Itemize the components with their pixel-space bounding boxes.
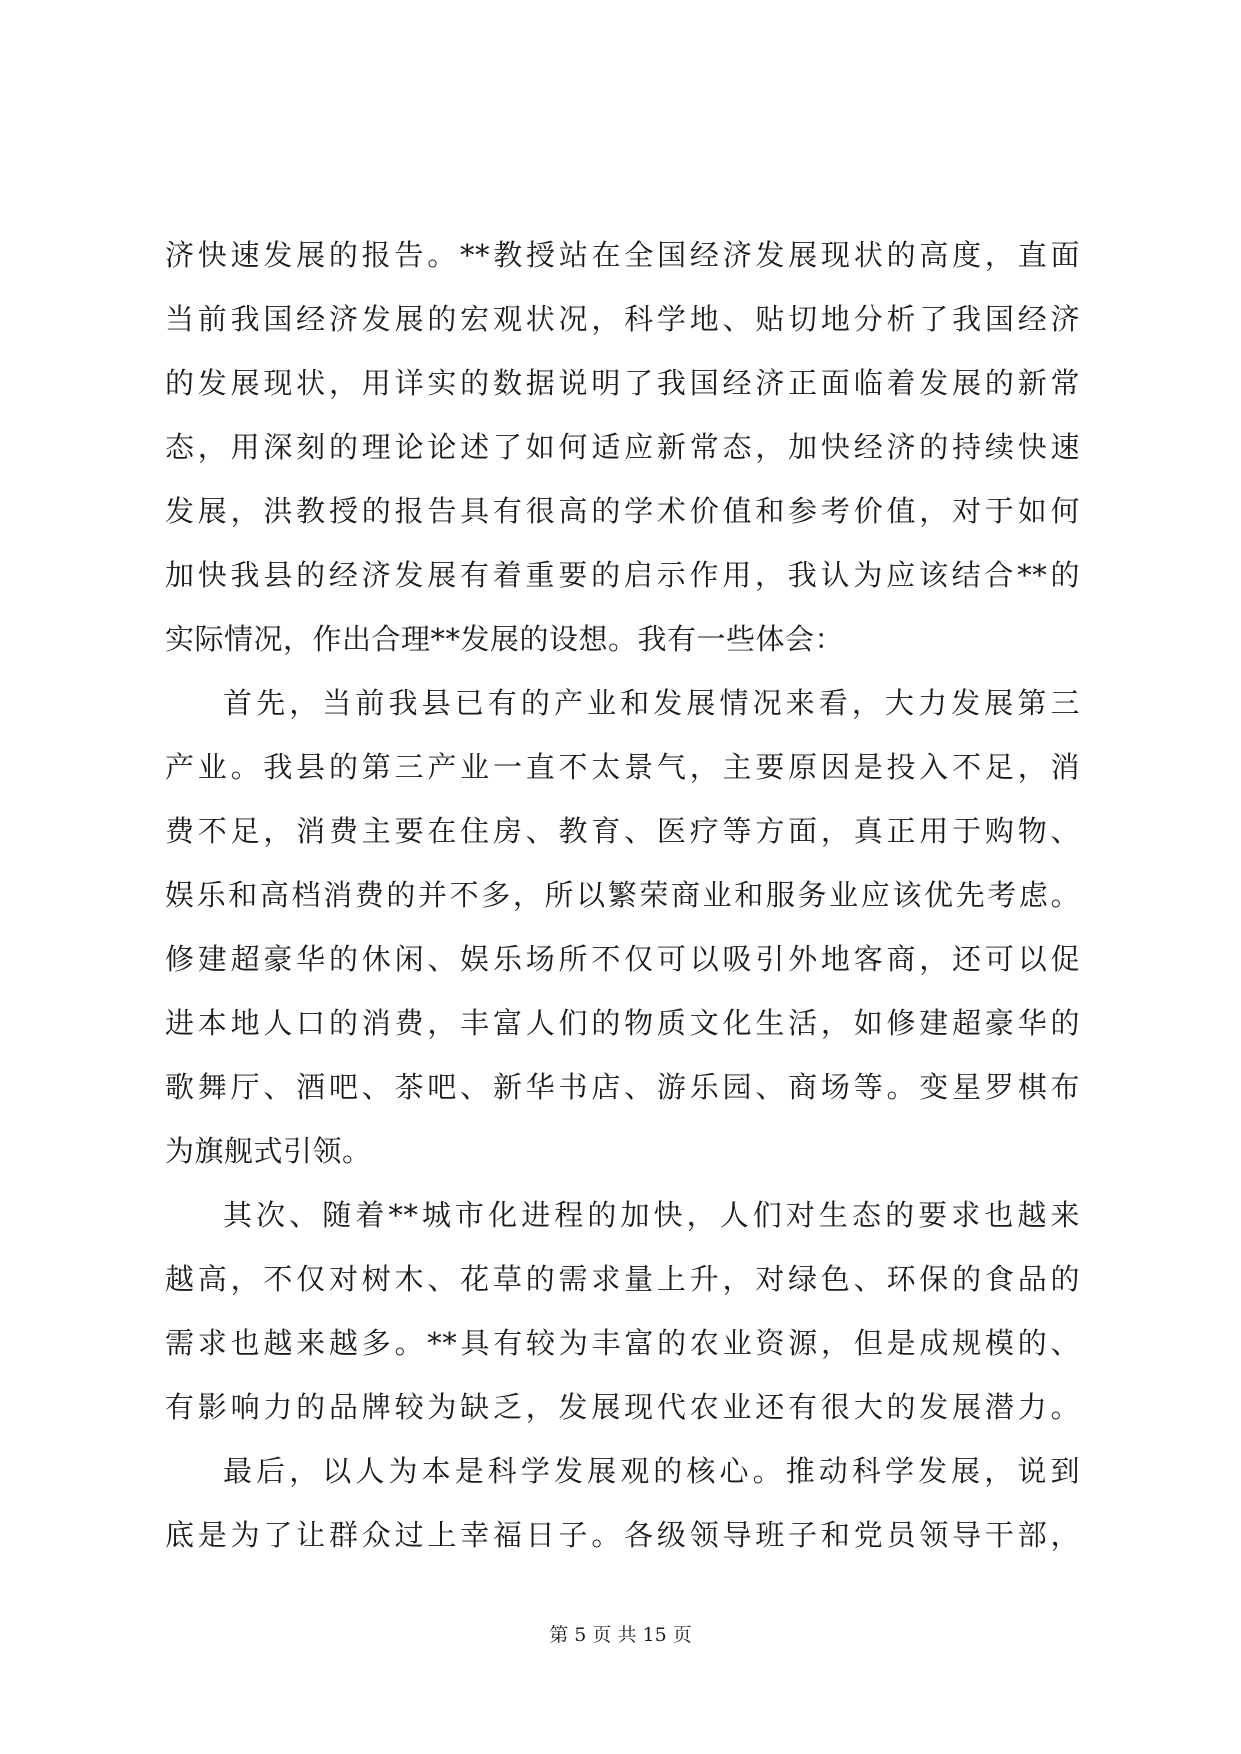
text-line: 其次、随着**城市化进程的加快，人们对生态的要求也越来 xyxy=(223,1198,1080,1232)
text-line: 修建超豪华的休闲、娱乐场所不仅可以吸引外地客商，还可以促 xyxy=(165,942,1080,976)
text-line: 态，用深刻的理论论述了如何适应新常态，加快经济的持续快速 xyxy=(165,430,1080,464)
text-line: 的发展现状，用详实的数据说明了我国经济正面临着发展的新常 xyxy=(165,366,1080,400)
text-line: 济快速发展的报告。**教授站在全国经济发展现状的高度，直面 xyxy=(165,238,1080,272)
text-line: 加快我县的经济发展有着重要的启示作用，我认为应该结合**的 xyxy=(165,558,1080,592)
text-line: 需求也越来越多。**具有较为丰富的农业资源，但是成规模的、 xyxy=(165,1326,1080,1360)
page-number-footer: 第 5 页 共 15 页 xyxy=(549,1624,692,1646)
text-line: 实际情况，作出合理**发展的设想。我有一些体会： xyxy=(165,622,845,656)
text-line: 为旗舰式引领。 xyxy=(165,1134,372,1168)
text-line: 当前我国经济发展的宏观状况，科学地、贴切地分析了我国经济 xyxy=(165,302,1080,336)
text-line: 最后，以人为本是科学发展观的核心。推动科学发展，说到 xyxy=(223,1454,1080,1488)
body-text xyxy=(165,223,1080,1567)
text-line: 发展，洪教授的报告具有很高的学术价值和参考价值，对于如何 xyxy=(165,494,1080,528)
text-line: 底是为了让群众过上幸福日子。各级领导班子和党员领导干部， xyxy=(165,1518,1080,1552)
text-line: 首先，当前我县已有的产业和发展情况来看，大力发展第三 xyxy=(223,686,1080,720)
text-line: 歌舞厅、酒吧、茶吧、新华书店、游乐园、商场等。变星罗棋布 xyxy=(165,1070,1080,1104)
text-line: 费不足，消费主要在住房、教育、医疗等方面，真正用于购物、 xyxy=(165,814,1080,848)
text-line: 越高，不仅对树木、花草的需求量上升，对绿色、环保的食品的 xyxy=(165,1262,1080,1296)
text-line: 进本地人口的消费，丰富人们的物质文化生活，如修建超豪华的 xyxy=(165,1006,1080,1040)
text-line: 有影响力的品牌较为缺乏，发展现代农业还有很大的发展潜力。 xyxy=(165,1390,1080,1424)
text-line: 产业。我县的第三产业一直不太景气，主要原因是投入不足，消 xyxy=(165,750,1080,784)
text-line: 娱乐和高档消费的并不多，所以繁荣商业和服务业应该优先考虑。 xyxy=(165,878,1080,912)
